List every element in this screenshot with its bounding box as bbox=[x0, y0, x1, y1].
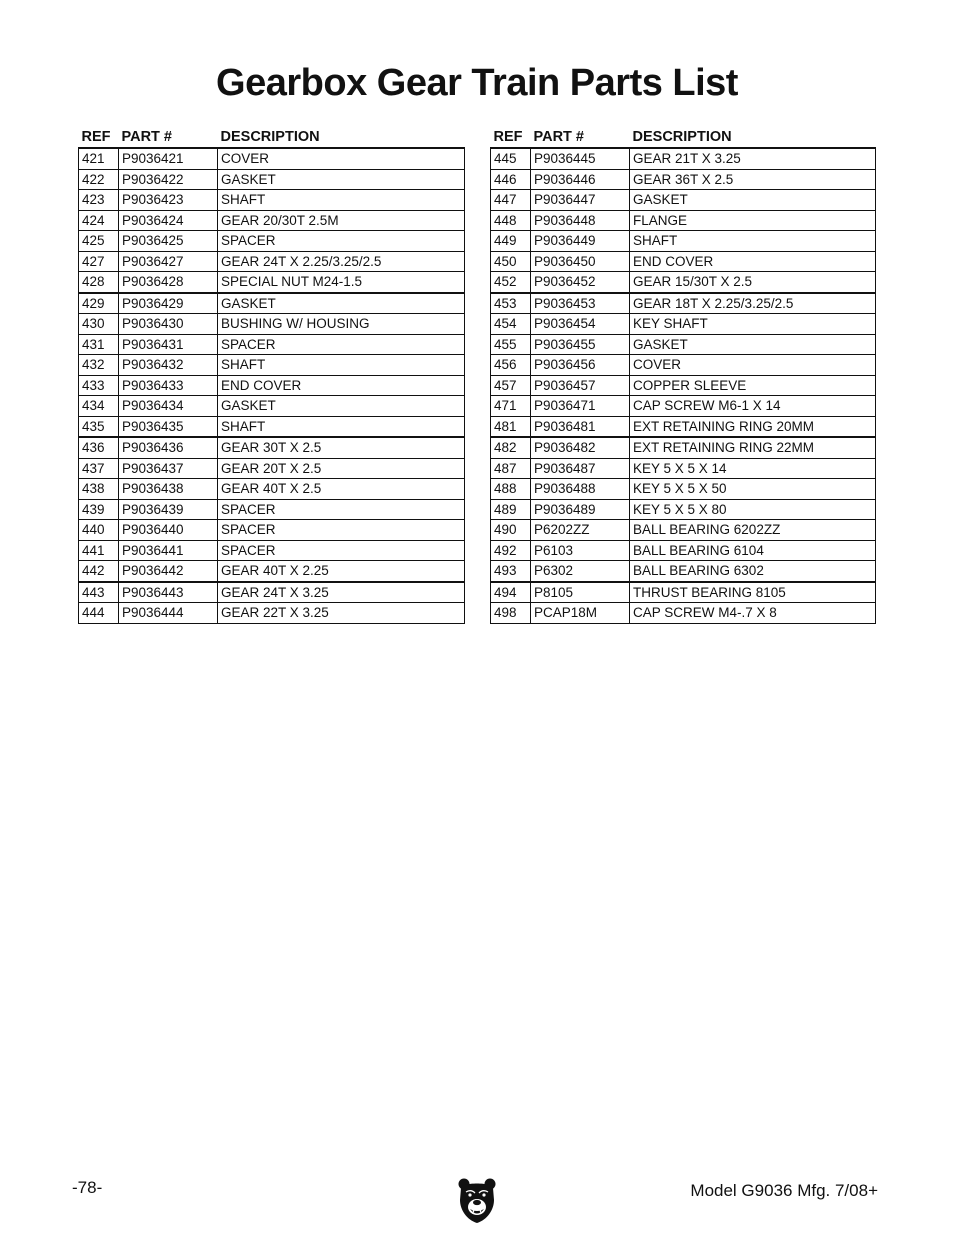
table-row bbox=[79, 355, 465, 376]
ref-cell: 448 bbox=[491, 210, 531, 231]
table-row bbox=[79, 272, 465, 293]
ref-cell: 454 bbox=[491, 314, 531, 335]
description-cell: GEAR 40T X 2.5 bbox=[218, 479, 465, 500]
table-row bbox=[491, 293, 876, 314]
part-number-cell: P9036437 bbox=[119, 458, 218, 479]
ref-cell: 423 bbox=[79, 190, 119, 211]
description-cell: KEY 5 X 5 X 50 bbox=[630, 479, 876, 500]
description-cell: GASKET bbox=[218, 293, 465, 314]
part-number-cell: P9036447 bbox=[531, 190, 630, 211]
part-number-cell: P9036438 bbox=[119, 479, 218, 500]
description-cell: SHAFT bbox=[218, 190, 465, 211]
table-row bbox=[491, 396, 876, 417]
description-cell: GEAR 20T X 2.5 bbox=[218, 458, 465, 479]
table-row bbox=[79, 251, 465, 272]
parts-table-left-body bbox=[79, 148, 465, 623]
part-number-cell: P9036423 bbox=[119, 190, 218, 211]
part-number-cell: P9036456 bbox=[531, 355, 630, 376]
part-number-cell: P9036439 bbox=[119, 499, 218, 520]
ref-cell: 447 bbox=[491, 190, 531, 211]
description-cell: COVER bbox=[630, 355, 876, 376]
part-number-cell: P6202ZZ bbox=[531, 520, 630, 541]
table-row bbox=[491, 272, 876, 293]
part-number-cell: P8105 bbox=[531, 582, 630, 603]
part-number-cell: P9036452 bbox=[531, 272, 630, 293]
ref-cell: 438 bbox=[79, 479, 119, 500]
ref-cell: 433 bbox=[79, 375, 119, 396]
part-number-cell: P9036446 bbox=[531, 169, 630, 190]
ref-cell: 431 bbox=[79, 334, 119, 355]
model-info: Model G9036 Mfg. 7/08+ bbox=[690, 1181, 878, 1200]
table-row bbox=[491, 416, 876, 437]
table-row bbox=[491, 210, 876, 231]
description-cell: SPACER bbox=[218, 540, 465, 561]
part-number-cell: P9036482 bbox=[531, 437, 630, 458]
table-row bbox=[79, 603, 465, 624]
table-row bbox=[79, 520, 465, 541]
description-cell: BALL BEARING 6302 bbox=[630, 561, 876, 582]
ref-cell: 482 bbox=[491, 437, 531, 458]
ref-cell: 492 bbox=[491, 540, 531, 561]
table-row bbox=[79, 314, 465, 335]
ref-cell: 471 bbox=[491, 396, 531, 417]
table-row bbox=[79, 148, 465, 169]
part-number-cell: P9036444 bbox=[119, 603, 218, 624]
table-row bbox=[79, 540, 465, 561]
ref-cell: 452 bbox=[491, 272, 531, 293]
description-cell: SPECIAL NUT M24-1.5 bbox=[218, 272, 465, 293]
description-column-header: DESCRIPTION bbox=[220, 128, 320, 145]
part-number-cell: P9036429 bbox=[119, 293, 218, 314]
table-row bbox=[491, 520, 876, 541]
table-row bbox=[79, 437, 465, 458]
ref-cell: 450 bbox=[491, 251, 531, 272]
table-row bbox=[79, 458, 465, 479]
ref-column-header: REF bbox=[81, 128, 111, 145]
ref-cell: 457 bbox=[491, 375, 531, 396]
ref-cell: 422 bbox=[79, 169, 119, 190]
ref-cell: 449 bbox=[491, 231, 531, 252]
page-title: Gearbox Gear Train Parts List bbox=[216, 62, 738, 104]
table-row bbox=[79, 375, 465, 396]
table-row bbox=[491, 499, 876, 520]
description-cell: GEAR 20/30T 2.5M bbox=[218, 210, 465, 231]
table-row bbox=[491, 603, 876, 624]
table-row bbox=[79, 190, 465, 211]
part-number-cell: P9036445 bbox=[531, 148, 630, 169]
ref-cell: 446 bbox=[491, 169, 531, 190]
table-row bbox=[491, 314, 876, 335]
description-cell: GASKET bbox=[630, 190, 876, 211]
part-number-cell: P9036431 bbox=[119, 334, 218, 355]
part-number-cell: P9036441 bbox=[119, 540, 218, 561]
ref-cell: 432 bbox=[79, 355, 119, 376]
part-number-cell: P9036455 bbox=[531, 334, 630, 355]
part-number-cell: P9036454 bbox=[531, 314, 630, 335]
table-header-row bbox=[79, 126, 465, 148]
description-cell: GEAR 15/30T X 2.5 bbox=[630, 272, 876, 293]
ref-cell: 429 bbox=[79, 293, 119, 314]
table-row bbox=[79, 169, 465, 190]
ref-cell: 425 bbox=[79, 231, 119, 252]
description-cell: SHAFT bbox=[218, 355, 465, 376]
description-cell: FLANGE bbox=[630, 210, 876, 231]
table-row bbox=[79, 231, 465, 252]
description-cell: GEAR 18T X 2.25/3.25/2.5 bbox=[630, 293, 876, 314]
description-cell: GASKET bbox=[218, 396, 465, 417]
part-number-cell: P9036432 bbox=[119, 355, 218, 376]
part-number-cell: P9036450 bbox=[531, 251, 630, 272]
part-number-cell: P9036434 bbox=[119, 396, 218, 417]
part-column-header: PART # bbox=[121, 128, 172, 145]
description-cell: KEY SHAFT bbox=[630, 314, 876, 335]
ref-cell: 487 bbox=[491, 458, 531, 479]
description-cell: KEY 5 X 5 X 14 bbox=[630, 458, 876, 479]
ref-cell: 430 bbox=[79, 314, 119, 335]
table-row bbox=[79, 416, 465, 437]
table-row bbox=[491, 582, 876, 603]
table-row bbox=[491, 355, 876, 376]
table-row bbox=[491, 540, 876, 561]
description-cell: SPACER bbox=[218, 231, 465, 252]
ref-cell: 456 bbox=[491, 355, 531, 376]
part-number-cell: P9036428 bbox=[119, 272, 218, 293]
table-row bbox=[491, 231, 876, 252]
description-cell: SHAFT bbox=[630, 231, 876, 252]
table-row bbox=[491, 148, 876, 169]
parts-table-right bbox=[490, 126, 876, 624]
ref-cell: 442 bbox=[79, 561, 119, 582]
parts-table-right-body bbox=[491, 148, 876, 623]
part-number-cell: PCAP18M bbox=[531, 603, 630, 624]
bear-head-logo-icon bbox=[457, 1176, 497, 1224]
part-number-cell: P9036435 bbox=[119, 416, 218, 437]
description-cell: GEAR 40T X 2.25 bbox=[218, 561, 465, 582]
ref-cell: 490 bbox=[491, 520, 531, 541]
ref-column-header: REF bbox=[493, 128, 523, 145]
table-row bbox=[79, 334, 465, 355]
description-cell: END COVER bbox=[630, 251, 876, 272]
part-number-cell: P9036430 bbox=[119, 314, 218, 335]
description-cell: EXT RETAINING RING 20MM bbox=[630, 416, 876, 437]
ref-cell: 481 bbox=[491, 416, 531, 437]
part-number-cell: P9036442 bbox=[119, 561, 218, 582]
description-cell: CAP SCREW M6-1 X 14 bbox=[630, 396, 876, 417]
part-number-cell: P9036421 bbox=[119, 148, 218, 169]
part-number-cell: P9036427 bbox=[119, 251, 218, 272]
description-cell: BALL BEARING 6202ZZ bbox=[630, 520, 876, 541]
ref-cell: 443 bbox=[79, 582, 119, 603]
ref-cell: 489 bbox=[491, 499, 531, 520]
table-row bbox=[79, 582, 465, 603]
description-cell: BALL BEARING 6104 bbox=[630, 540, 876, 561]
ref-cell: 434 bbox=[79, 396, 119, 417]
parts-table-left bbox=[78, 126, 465, 624]
table-row bbox=[491, 479, 876, 500]
description-cell: SPACER bbox=[218, 334, 465, 355]
ref-cell: 435 bbox=[79, 416, 119, 437]
part-number-cell: P9036433 bbox=[119, 375, 218, 396]
description-cell: GEAR 22T X 3.25 bbox=[218, 603, 465, 624]
part-number-cell: P6103 bbox=[531, 540, 630, 561]
page-number: -78- bbox=[72, 1178, 103, 1197]
description-cell: GEAR 36T X 2.5 bbox=[630, 169, 876, 190]
part-number-cell: P9036453 bbox=[531, 293, 630, 314]
part-number-cell: P9036449 bbox=[531, 231, 630, 252]
ref-cell: 455 bbox=[491, 334, 531, 355]
table-row bbox=[491, 334, 876, 355]
table-header-row bbox=[491, 126, 876, 148]
part-number-cell: P9036422 bbox=[119, 169, 218, 190]
description-cell: GEAR 24T X 2.25/3.25/2.5 bbox=[218, 251, 465, 272]
part-number-cell: P9036489 bbox=[531, 499, 630, 520]
description-cell: EXT RETAINING RING 22MM bbox=[630, 437, 876, 458]
ref-cell: 427 bbox=[79, 251, 119, 272]
part-number-cell: P9036471 bbox=[531, 396, 630, 417]
description-cell: SPACER bbox=[218, 520, 465, 541]
description-cell: CAP SCREW M4-.7 X 8 bbox=[630, 603, 876, 624]
table-row bbox=[491, 190, 876, 211]
ref-cell: 436 bbox=[79, 437, 119, 458]
ref-cell: 421 bbox=[79, 148, 119, 169]
description-cell: SPACER bbox=[218, 499, 465, 520]
table-row bbox=[491, 437, 876, 458]
part-number-cell: P9036440 bbox=[119, 520, 218, 541]
table-row bbox=[491, 561, 876, 582]
ref-cell: 441 bbox=[79, 540, 119, 561]
description-cell: COPPER SLEEVE bbox=[630, 375, 876, 396]
ref-cell: 440 bbox=[79, 520, 119, 541]
description-cell: THRUST BEARING 8105 bbox=[630, 582, 876, 603]
table-row bbox=[79, 499, 465, 520]
ref-cell: 453 bbox=[491, 293, 531, 314]
part-number-cell: P9036481 bbox=[531, 416, 630, 437]
part-number-cell: P9036448 bbox=[531, 210, 630, 231]
part-number-cell: P9036425 bbox=[119, 231, 218, 252]
part-number-cell: P9036487 bbox=[531, 458, 630, 479]
table-row bbox=[79, 479, 465, 500]
table-row bbox=[491, 458, 876, 479]
description-cell: BUSHING W/ HOUSING bbox=[218, 314, 465, 335]
table-row bbox=[491, 251, 876, 272]
description-cell: GEAR 24T X 3.25 bbox=[218, 582, 465, 603]
table-row bbox=[79, 210, 465, 231]
part-number-cell: P9036488 bbox=[531, 479, 630, 500]
description-cell: GEAR 30T X 2.5 bbox=[218, 437, 465, 458]
table-row bbox=[491, 375, 876, 396]
part-number-cell: P9036443 bbox=[119, 582, 218, 603]
description-cell: END COVER bbox=[218, 375, 465, 396]
table-row bbox=[79, 561, 465, 582]
part-column-header: PART # bbox=[533, 128, 584, 145]
ref-cell: 424 bbox=[79, 210, 119, 231]
ref-cell: 498 bbox=[491, 603, 531, 624]
ref-cell: 437 bbox=[79, 458, 119, 479]
table-row bbox=[491, 169, 876, 190]
description-cell: SHAFT bbox=[218, 416, 465, 437]
ref-cell: 488 bbox=[491, 479, 531, 500]
description-column-header: DESCRIPTION bbox=[632, 128, 732, 145]
part-number-cell: P9036436 bbox=[119, 437, 218, 458]
description-cell: KEY 5 X 5 X 80 bbox=[630, 499, 876, 520]
ref-cell: 445 bbox=[491, 148, 531, 169]
part-number-cell: P9036457 bbox=[531, 375, 630, 396]
ref-cell: 494 bbox=[491, 582, 531, 603]
table-row bbox=[79, 396, 465, 417]
ref-cell: 439 bbox=[79, 499, 119, 520]
ref-cell: 444 bbox=[79, 603, 119, 624]
part-number-cell: P9036424 bbox=[119, 210, 218, 231]
description-cell: COVER bbox=[218, 148, 465, 169]
description-cell: GASKET bbox=[218, 169, 465, 190]
description-cell: GEAR 21T X 3.25 bbox=[630, 148, 876, 169]
description-cell: GASKET bbox=[630, 334, 876, 355]
ref-cell: 493 bbox=[491, 561, 531, 582]
table-row bbox=[79, 293, 465, 314]
part-number-cell: P6302 bbox=[531, 561, 630, 582]
ref-cell: 428 bbox=[79, 272, 119, 293]
